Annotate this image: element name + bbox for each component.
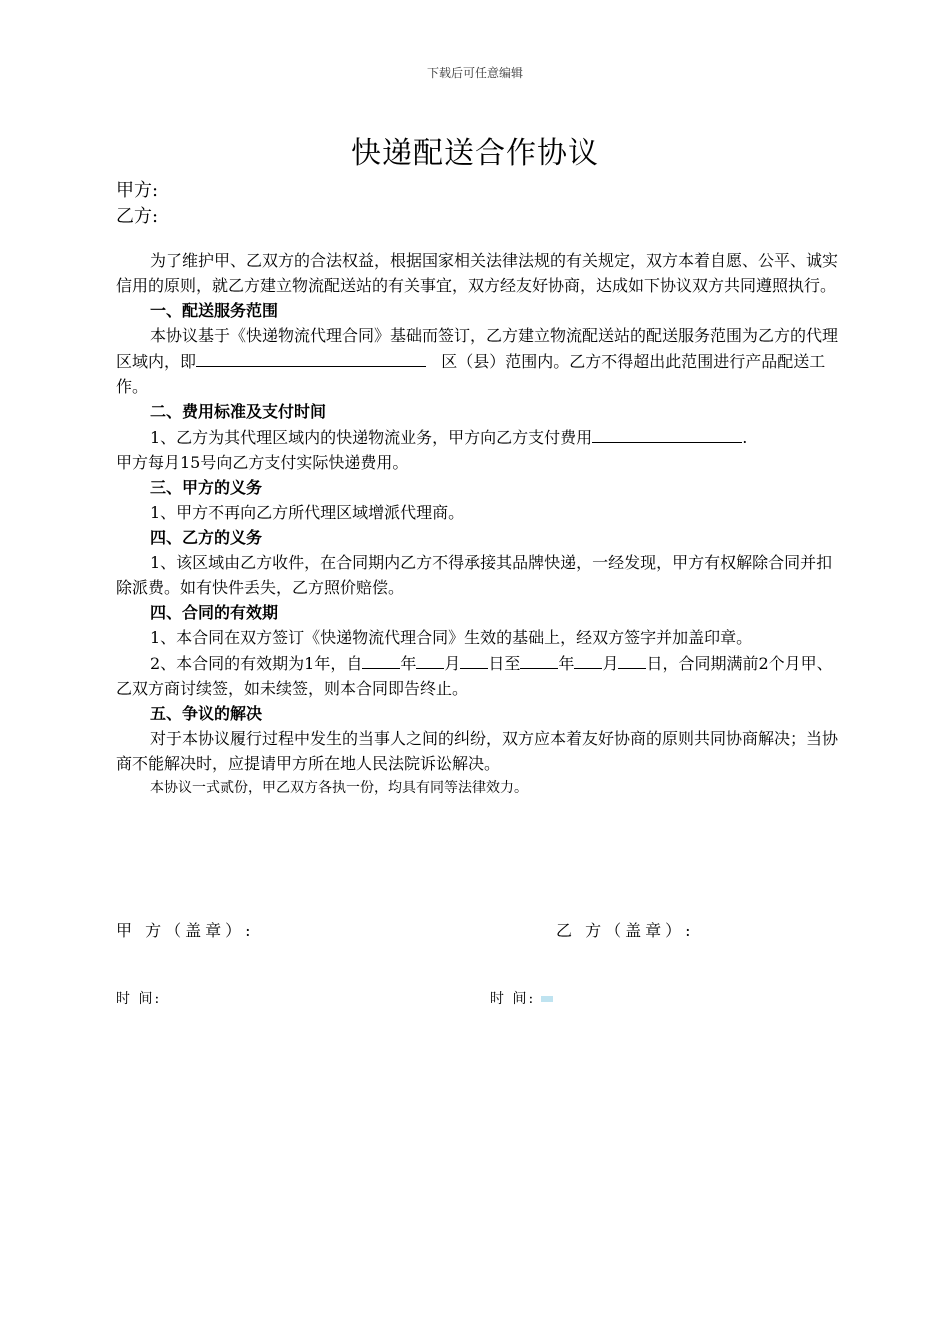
day-label: 日	[646, 654, 663, 673]
day-to-label: 日至	[488, 654, 521, 673]
section-2-text-a: 1、乙方为其代理区域内的快递物流业务，甲方向乙方支付费用	[150, 428, 593, 447]
section-5-heading: 四、合同的有效期	[150, 603, 279, 622]
section-3-text: 1、甲方不再向乙方所代理区域增派代理商。	[150, 503, 465, 522]
region-blank	[196, 348, 426, 367]
section-6-heading: 五、争议的解决	[150, 704, 263, 723]
start-year-blank	[362, 650, 400, 669]
start-month-blank	[416, 650, 444, 669]
section-3-heading: 三、甲方的义务	[150, 478, 263, 497]
section-1-text	[116, 323, 838, 399]
closing-text: 本协议一式贰份，甲乙双方各执一份，均具有同等法律效力。	[150, 780, 528, 796]
section-4-text: 1、该区域由乙方收件，在合同期内乙方不得承接其品牌快递，一经发现，甲方有权解除合同并扣除派费。如有快件丢失，乙方照价赔偿。	[116, 553, 833, 597]
section-2-text-b: 甲方每月15号向乙方支付实际快递费用。	[116, 453, 409, 472]
party-b-label: 乙方:	[116, 206, 159, 227]
section-1-text-a: 本协议基于《快递物流代理合同》基础而签订，乙方建立物流配送站的配送服务范围为乙方的代理区域内，即	[116, 326, 839, 371]
section-6-text: 对于本协议履行过程中发生的当事人之间的纠纷，双方应本着友好协商的原则共同协商解决；当协商不能解决时，应提请甲方所在地人民法院诉讼解决。	[116, 729, 839, 773]
end-day-blank	[618, 650, 646, 669]
year-label-2: 年	[558, 654, 575, 673]
end-month-blank	[574, 650, 602, 669]
end-year-blank	[520, 650, 558, 669]
fee-blank	[592, 424, 742, 443]
section-5-p1: 1、本合同在双方签订《快递物流代理合同》生效的基础上，经双方签字并加盖印章。	[150, 628, 753, 647]
section-4-heading: 四、乙方的义务	[150, 528, 263, 547]
agreement-body	[116, 248, 838, 801]
header-note: 下载后可任意编辑	[426, 66, 523, 80]
party-a-time: 时 间:	[116, 991, 162, 1007]
section-5-p2-b: ，合同期满前2个月甲、乙双方商讨续签，如未续签，则本合同即告终止。	[116, 654, 833, 698]
section-5-p2	[116, 650, 838, 701]
section-1-text-b: 区（县）范围内。乙方不得超出此范围进行产品配送工作。	[116, 352, 826, 396]
section-2-heading: 二、费用标准及支付时间	[150, 402, 327, 421]
section-2-text-a-line: 1、乙方为其代理区域内的快递物流业务，甲方向乙方支付费用 .	[116, 424, 838, 450]
party-b-time-wrap	[490, 988, 553, 1008]
intro-paragraph: 为了维护甲、乙双方的合法权益，根据国家相关法律法规的有关规定，双方本着自愿、公平、诚实信用的原则，就乙方建立物流配送站的有关事宜，双方经友好协商，达成如下协议双方共同遵照执行。	[116, 251, 839, 295]
party-a-signature: 甲 方（盖章）:	[116, 921, 255, 940]
month-label-1: 月	[444, 654, 461, 673]
highlight-mark	[541, 996, 553, 1002]
document-title: 快递配送合作协议	[351, 136, 599, 171]
section-1-heading: 一、配送服务范围	[150, 301, 279, 320]
section-5-p2-a: 2、本合同的有效期为1年，自	[150, 654, 363, 673]
year-label-1: 年	[400, 654, 417, 673]
month-label-2: 月	[602, 654, 619, 673]
party-b-signature: 乙 方（盖章）:	[556, 921, 695, 940]
party-b-time: 时 间:	[490, 991, 536, 1007]
start-day-blank	[460, 650, 488, 669]
party-a-label: 甲方:	[116, 180, 159, 201]
